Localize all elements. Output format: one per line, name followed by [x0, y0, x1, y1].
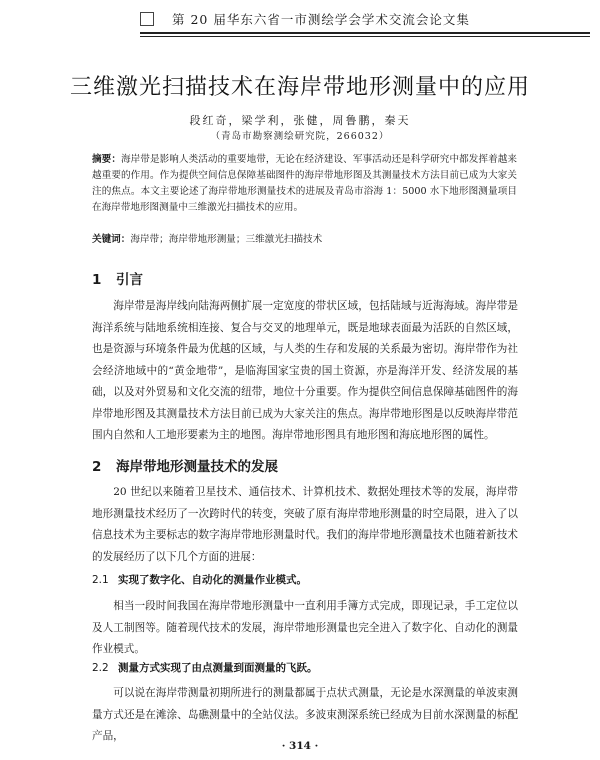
keywords-label: 关键词：	[92, 234, 131, 245]
affiliation: （青岛市勘察测绘研究院，266032）	[210, 131, 390, 142]
subsection-heading-2-1	[92, 572, 307, 587]
subsection-number: 2.2	[92, 662, 109, 674]
authors: 段红奇，梁学利，张健，周鲁鹏，秦天	[189, 114, 411, 127]
section-1-paragraph: 海岸带是海岸线向陆海两侧扩展一定宽度的带状区域，包括陆域与近海海域。海岸带是海洋系统与陆地系统相连接、复合与交叉的地理单元，既是地球表面最为活跃的自然区域，也是资源与环境条件最为优越的区域，与人类的生存和发展的关系最为密切。海岸带作为社会经济地域中的“黄金地带”，是临海国家宝贵的国土资源，亦是海洋开发、经济发展的基础，以及对外贸易和文化交流的纽带，地位十分重要。作为提供空间信息保障基础图件的海岸带地形图及其测量技术方法目前已成为大家关注的焦点。海岸带地形图是以反映海岸带范围内自然和人工地形要素为主的地图。海岸带地形图具有地形图和海底地形图的属性。	[92, 300, 518, 441]
paper-title: 三维激光扫描技术在海岸带地形测量中的应用	[69, 75, 530, 100]
section-2-paragraph: 20 世纪以来随着卫星技术、通信技术、计算机技术、数据处理技术等的发展，海岸带地形测量技术经历了一次跨时代的转变，突破了原有海岸带地形测量的时空局限，进入了以信息技术为主要标志的数字海岸带地形测量时代。我们的海岸带地形测量技术也随着新技术的发展经历了以下几个方面的进展：	[92, 486, 518, 563]
header-rule-thin	[140, 36, 590, 37]
section-heading-2	[92, 455, 278, 475]
subsection-title: 实现了数字化、自动化的测量作业模式。	[118, 574, 307, 586]
keywords-text: 海岸带；海岸带地形测量；三维激光扫描技术	[130, 234, 323, 245]
header-decoration	[140, 12, 154, 26]
abstract-text: 海岸带是影响人类活动的重要地带，无论在经济建设、军事活动还是科学研究中都发挥着越来越重要的作用。作为提供空间信息保障基础图件的海岸带地形图及其测量技术方法目前已成为大家关注的焦点。本文主要论述了海岸带地形测量技术的进展及青岛市浴海 1：5000 水下地形图测量项目在海岸带地形图测量中三维激光扫描技术的应用。	[92, 154, 518, 213]
subsection-2-1-paragraph: 相当一段时间我国在海岸带地形测量中一直利用手簿方式完成，即现记录，手工定位以及人工制图等。随着现代技术的发展，海岸带地形测量也完全进入了数字化、自动化的测量作业模式。	[92, 600, 518, 655]
subsection-heading-2-2	[92, 660, 318, 675]
section-title: 海岸带地形测量技术的发展	[116, 459, 278, 475]
subsection-title: 测量方式实现了由点测量到面测量的飞跃。	[118, 662, 318, 674]
section-number: 2	[92, 459, 102, 475]
subsection-2-2-paragraph: 可以说在海岸带测量初期所进行的测量都属于点状式测量，无论是水深测量的单波束测量方式还是在滩涂、岛礁测量中的全站仪法。多波束测深系统已经成为目前水深测量的标配产品，	[92, 687, 518, 742]
page-number: · 314 ·	[281, 740, 319, 752]
running-header	[140, 10, 590, 32]
section-title: 引言	[116, 272, 143, 288]
keywords	[92, 232, 517, 248]
abstract	[92, 152, 517, 216]
section-heading-1	[92, 268, 143, 288]
subsection-number: 2.1	[92, 574, 109, 586]
abstract-label: 摘要：	[92, 154, 121, 165]
section-number: 1	[92, 272, 102, 288]
header-text: 第 20 届华东六省一市测绘学会学术交流会论文集	[172, 12, 470, 27]
header-rule	[140, 32, 590, 34]
